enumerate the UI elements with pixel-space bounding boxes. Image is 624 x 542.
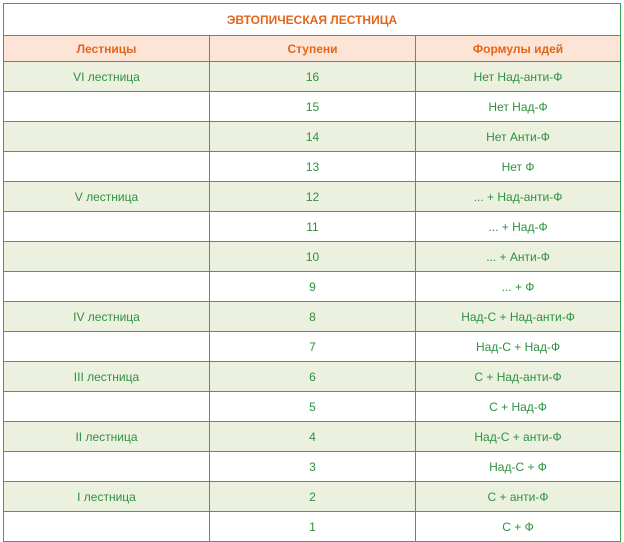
formula-cell: Над-С + анти-Ф <box>416 422 621 452</box>
table-row <box>4 392 621 422</box>
table-row <box>4 332 621 362</box>
table-row <box>4 362 621 392</box>
formula-cell: Над-С + Над-Ф <box>416 332 621 362</box>
table-row <box>4 242 621 272</box>
formula-cell: Над-С + Ф <box>416 452 621 482</box>
step-cell: 13 <box>210 152 416 182</box>
ladder-cell <box>4 452 210 482</box>
ladder-cell: V лестница <box>4 182 210 212</box>
table-row <box>4 92 621 122</box>
step-cell: 2 <box>210 482 416 512</box>
ladder-cell <box>4 272 210 302</box>
table-row <box>4 512 621 542</box>
table-row <box>4 422 621 452</box>
table-body <box>4 62 621 542</box>
formula-cell: С + Над-Ф <box>416 392 621 422</box>
ladder-cell <box>4 392 210 422</box>
formula-cell: Нет Над-анти-Ф <box>416 62 621 92</box>
ladder-cell: VI лестница <box>4 62 210 92</box>
formula-cell: С + анти-Ф <box>416 482 621 512</box>
ladder-cell: IV лестница <box>4 302 210 332</box>
table-row <box>4 152 621 182</box>
formula-cell: ... + Над-анти-Ф <box>416 182 621 212</box>
step-cell: 11 <box>210 212 416 242</box>
table-row <box>4 272 621 302</box>
ladder-cell <box>4 242 210 272</box>
step-cell: 14 <box>210 122 416 152</box>
formula-cell: Нет Над-Ф <box>416 92 621 122</box>
formula-cell: Над-С + Над-анти-Ф <box>416 302 621 332</box>
table-row <box>4 482 621 512</box>
table-row <box>4 62 621 92</box>
ladder-cell <box>4 152 210 182</box>
table-row <box>4 182 621 212</box>
step-cell: 5 <box>210 392 416 422</box>
formula-cell: Нет Ф <box>416 152 621 182</box>
step-cell: 15 <box>210 92 416 122</box>
step-cell: 10 <box>210 242 416 272</box>
step-cell: 12 <box>210 182 416 212</box>
table-row <box>4 212 621 242</box>
formula-cell: С + Ф <box>416 512 621 542</box>
step-cell: 7 <box>210 332 416 362</box>
step-cell: 9 <box>210 272 416 302</box>
table-row <box>4 302 621 332</box>
formula-cell: Нет Анти-Ф <box>416 122 621 152</box>
step-cell: 8 <box>210 302 416 332</box>
table-row <box>4 452 621 482</box>
ladder-cell: III лестница <box>4 362 210 392</box>
ladder-cell <box>4 332 210 362</box>
ladder-cell: II лестница <box>4 422 210 452</box>
ladder-cell <box>4 212 210 242</box>
ladder-cell <box>4 92 210 122</box>
formula-cell: ... + Ф <box>416 272 621 302</box>
step-cell: 1 <box>210 512 416 542</box>
column-header-ladders: Лестницы <box>4 36 210 62</box>
formula-cell: ... + Над-Ф <box>416 212 621 242</box>
ladder-cell <box>4 122 210 152</box>
formula-cell: ... + Анти-Ф <box>416 242 621 272</box>
table-row <box>4 122 621 152</box>
ladder-cell: I лестница <box>4 482 210 512</box>
formula-cell: С + Над-анти-Ф <box>416 362 621 392</box>
evtopic-ladder-table <box>3 3 621 542</box>
table-title: ЭВТОПИЧЕСКАЯ ЛЕСТНИЦА <box>4 4 621 36</box>
column-header-formulas: Формулы идей <box>416 36 621 62</box>
step-cell: 16 <box>210 62 416 92</box>
step-cell: 3 <box>210 452 416 482</box>
ladder-cell <box>4 512 210 542</box>
step-cell: 4 <box>210 422 416 452</box>
column-header-steps: Ступени <box>210 36 416 62</box>
step-cell: 6 <box>210 362 416 392</box>
